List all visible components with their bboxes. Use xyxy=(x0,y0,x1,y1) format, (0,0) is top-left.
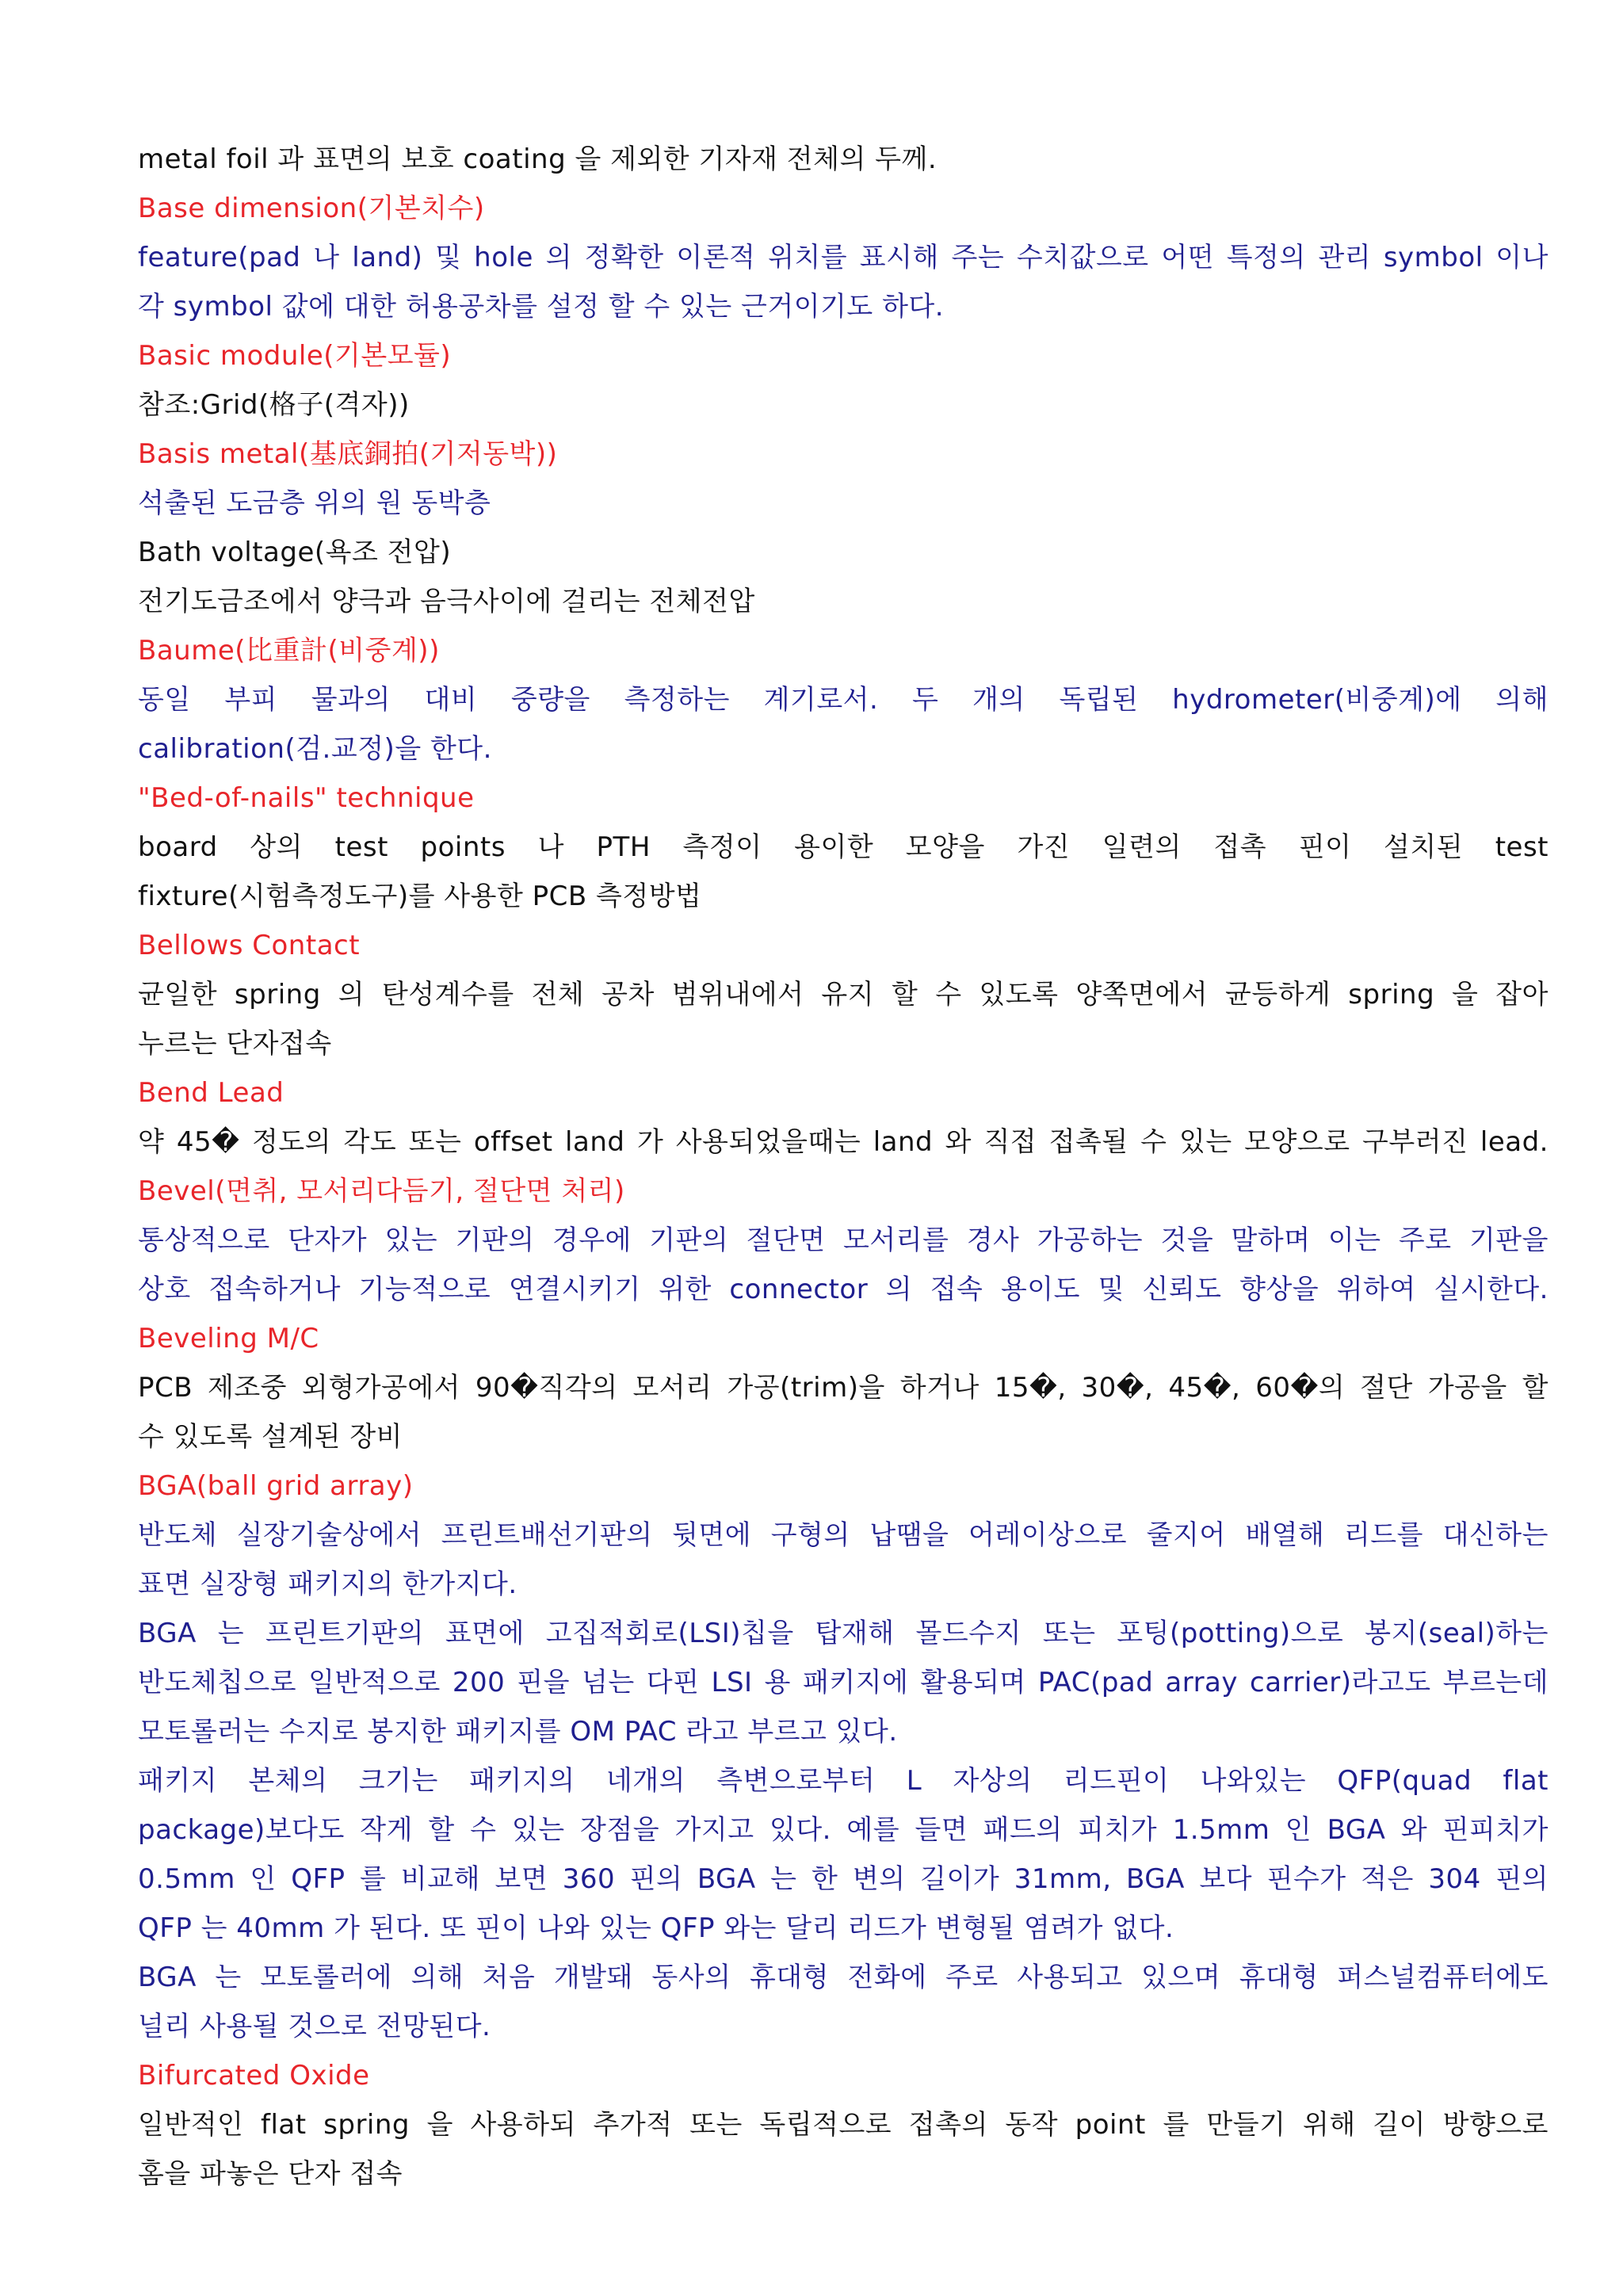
glossary-definition-line: 석출된 도금층 위의 원 동박층 xyxy=(138,487,491,519)
glossary-term-heading: "Bed-of-nails" technique xyxy=(138,782,475,814)
glossary-definition-line: 널리 사용될 것으로 전망된다. xyxy=(138,2011,491,2042)
glossary-definition-line: board 상의 test points 나 PTH 측정이 용이한 모양을 가진 일련의 접촉 핀이 설치된 test xyxy=(138,831,1549,863)
glossary-term-heading: Beveling M/C xyxy=(138,1323,319,1354)
glossary-definition-line: feature(pad 나 land) 및 hole 의 정확한 이론적 위치를 표시해 주는 수치값으로 어떤 특정의 관리 symbol 이나 xyxy=(138,242,1549,273)
glossary-definition-line: 반도체칩으로 일반적으로 200 핀을 넘는 다핀 LSI 용 패키지에 활용되며 PAC(pad array carrier)라고도 부르는데 xyxy=(138,1667,1549,1698)
glossary-definition-line: 참조:Grid(格子(격자)) xyxy=(138,389,410,421)
glossary-definition-line: package)보다도 작게 할 수 있는 장점을 가지고 있다. 예를 들면 패드의 피치가 1.5mm 인 BGA 와 핀피치가 xyxy=(138,1814,1549,1846)
glossary-definition-line: BGA 는 프린트기판의 표면에 고집적회로(LSI)칩을 탑재해 몰드수지 또는 포팅(potting)으로 봉지(seal)하는 xyxy=(138,1618,1549,1649)
glossary-definition-line: 일반적인 flat spring 을 사용하되 추가적 또는 독립적으로 접촉의 동작 point 를 만들기 위해 길이 방향으로 xyxy=(138,2109,1549,2141)
glossary-definition-line: 수 있도록 설계된 장비 xyxy=(138,1421,403,1453)
glossary-definition-line: BGA 는 모토롤러에 의해 처음 개발돼 동사의 휴대형 전화에 주로 사용되고 있으며 휴대형 퍼스널컴퓨터에도 xyxy=(138,1962,1549,1993)
glossary-definition-line: fixture(시험측정도구)를 사용한 PCB 측정방법 xyxy=(138,881,702,912)
glossary-definition-line: 표면 실장형 패키지의 한가지다. xyxy=(138,1568,517,1600)
glossary-term-heading: Bellows Contact xyxy=(138,930,361,961)
glossary-definition-line: 상호 접속하거나 기능적으로 연결시키기 위한 connector 의 접속 용이도 및 신뢰도 향상을 위하여 실시한다. xyxy=(138,1274,1549,1305)
glossary-definition-line: 홈을 파놓은 단자 접속 xyxy=(138,2158,403,2190)
glossary-definition-line: 패키지 본체의 크기는 패키지의 네개의 측변으로부터 L 자상의 리드핀이 나와있는 QFP(quad flat xyxy=(138,1765,1549,1797)
glossary-term-heading: Base dimension(기본치수) xyxy=(138,193,485,224)
glossary-definition-line: 전기도금조에서 양극과 음극사이에 걸리는 전체전압 xyxy=(138,586,755,617)
glossary-term-heading: BGA(ball grid array) xyxy=(138,1470,414,1502)
glossary-definition-line: metal foil 과 표면의 보호 coating 을 제외한 기자재 전체의 두께. xyxy=(138,143,938,175)
glossary-term-heading: Bifurcated Oxide xyxy=(138,2060,370,2092)
glossary-term-heading: Bevel(면취, 모서리다듬기, 절단면 처리) xyxy=(138,1175,625,1207)
glossary-definition-line: 0.5mm 인 QFP 를 비교해 보면 360 핀의 BGA 는 한 변의 길이가 31mm, BGA 보다 핀수가 적은 304 핀의 xyxy=(138,1863,1549,1895)
glossary-term-heading: Basic module(기본모듈) xyxy=(138,340,452,372)
glossary-definition-line: 각 symbol 값에 대한 허용공차를 설정 할 수 있는 근거이기도 하다. xyxy=(138,291,945,323)
glossary-definition-line: 동일 부피 물과의 대비 중량을 측정하는 계기로서. 두 개의 독립된 hydrometer(비중계)에 의해 xyxy=(138,684,1549,716)
glossary-definition-line: Bath voltage(욕조 전압) xyxy=(138,537,452,568)
document-page xyxy=(138,135,1549,2199)
glossary-definition-line: 반도체 실장기술상에서 프린트배선기판의 뒷면에 구형의 납땜을 어레이상으로 줄지어 배열해 리드를 대신하는 xyxy=(138,1519,1549,1551)
glossary-definition-line: 약 45� 정도의 각도 또는 offset land 가 사용되었을때는 land 와 직접 접촉될 수 있는 모양으로 구부러진 lead. xyxy=(138,1126,1549,1158)
glossary-definition-line: 모토롤러는 수지로 봉지한 패키지를 OM PAC 라고 부르고 있다. xyxy=(138,1716,898,1748)
glossary-term-heading: Baume(比重計(비중계)) xyxy=(138,635,440,667)
glossary-definition-line: 통상적으로 단자가 있는 기판의 경우에 기판의 절단면 모서리를 경사 가공하는 것을 말하며 이는 주로 기판을 xyxy=(138,1224,1549,1256)
glossary-term-heading: Basis metal(基底銅拍(기저동박)) xyxy=(138,438,558,470)
glossary-definition-line: calibration(검.교정)을 한다. xyxy=(138,733,492,765)
glossary-definition-line: 누르는 단자접속 xyxy=(138,1028,332,1060)
glossary-term-heading: Bend Lead xyxy=(138,1077,285,1109)
glossary-definition-line: QFP 는 40mm 가 된다. 또 핀이 나와 있는 QFP 와는 달리 리드가 변형될 염려가 없다. xyxy=(138,1912,1174,1944)
glossary-definition-line: PCB 제조중 외형가공에서 90�직각의 모서리 가공(trim)을 하거나 15�, 30�, 45�, 60�의 절단 가공을 할 xyxy=(138,1372,1549,1404)
glossary-definition-line: 균일한 spring 의 탄성계수를 전체 공차 범위내에서 유지 할 수 있도록 양쪽면에서 균등하게 spring 을 잡아 xyxy=(138,979,1549,1010)
